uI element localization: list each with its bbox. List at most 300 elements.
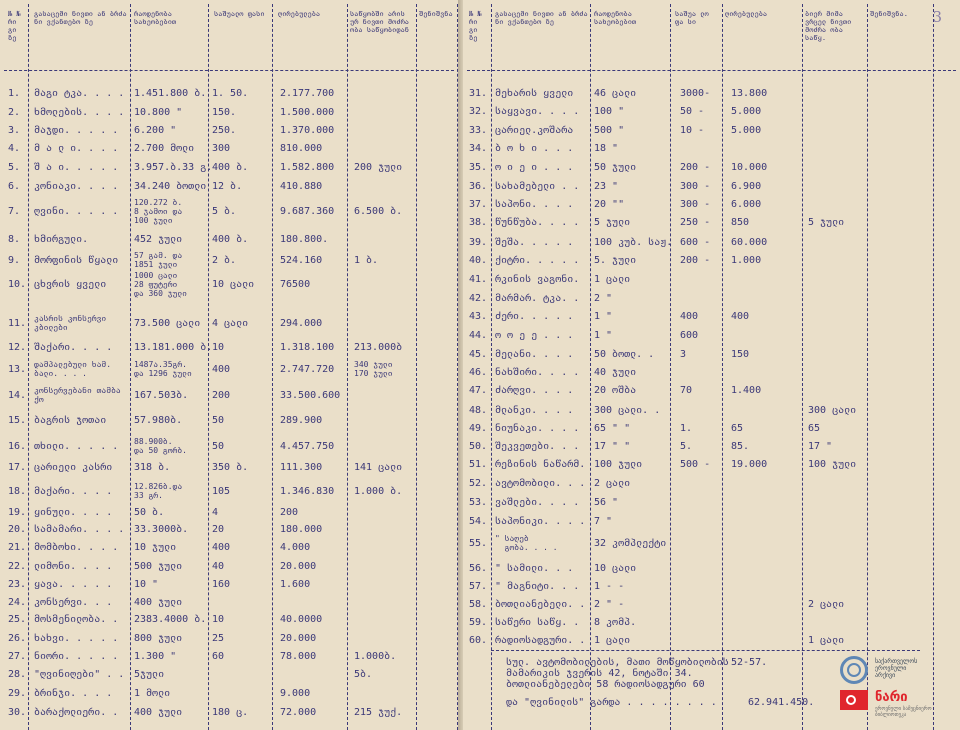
row-price: 500 - [680, 459, 711, 470]
row-qty: 20 ოშბა [594, 385, 637, 396]
row-qty: 10 ჯული [134, 542, 177, 553]
row-name: შეშა. . . . . [495, 237, 574, 248]
row-qty: 5. ჯული [594, 255, 637, 266]
row-price: 250. [212, 125, 237, 136]
row-price: 600 - [680, 237, 711, 248]
row-num: 50. [469, 441, 488, 452]
row-name: მარმარ. ტკა. . [495, 293, 580, 304]
row-price: 400 ბ. [212, 234, 249, 245]
row-name: ნიორი. . . . . [34, 651, 119, 662]
row-value: 40.0000 [280, 614, 323, 625]
row-num: 30. [8, 707, 27, 718]
row-value: 1.318.100 [280, 342, 335, 353]
column-rule [347, 4, 348, 730]
row-price: 10 ცალი [212, 279, 255, 290]
row-name: მლანკი. . . . [495, 405, 574, 416]
row-stock: 1.000ბ. [354, 651, 397, 662]
row-name: კასრის კონსერვი კბილები [34, 314, 107, 332]
column-header: გასაცემი ნივთი ან ბრძა ნი ვქანთებო ზე [495, 10, 588, 26]
row-value: 1.500.000 [280, 107, 335, 118]
row-num: 38. [469, 217, 488, 228]
row-qty: 7 " [594, 516, 613, 527]
row-name: რკინის ვაგონი. [495, 274, 580, 285]
row-price: 400 ბ. [212, 162, 249, 173]
row-qty: 100 კუბ. საჟ. [594, 237, 673, 248]
row-price: 300 [212, 143, 231, 154]
row-qty: 2 ცალი [594, 478, 631, 489]
row-price: 400 [680, 311, 699, 322]
row-num: 55. [469, 538, 488, 549]
row-qty: 800 ჯული [134, 633, 183, 644]
left-page [0, 0, 458, 730]
column-header: გასაცემი ნივთი ან ბრძა ნი ვქანთებო ზე [34, 10, 127, 26]
row-qty: 318 ბ. [134, 462, 171, 473]
row-num: 5. [8, 162, 21, 173]
row-name: ხმირგული. [34, 234, 89, 245]
row-qty: 1000 ცალი 28 ფუტერი და 360 ჯული [134, 271, 187, 298]
row-qty: 57 გამ. და 1851 ჯული [134, 251, 183, 269]
row-price: 180 ც. [212, 707, 249, 718]
row-num: 59. [469, 617, 488, 628]
row-qty: 34.240 ბოთლი [134, 181, 207, 192]
row-price: 10 [212, 614, 225, 625]
column-rule [802, 4, 803, 730]
row-qty: 56 " [594, 497, 619, 508]
row-num: 57. [469, 581, 488, 592]
row-price: 160 [212, 579, 231, 590]
archive-ring-inner-icon [847, 663, 861, 677]
row-qty: 500 ჯული [134, 561, 183, 572]
row-qty: 6.200 " [134, 125, 177, 136]
row-qty: 8 კომპ. [594, 617, 637, 628]
row-price: 105 [212, 486, 231, 497]
row-qty: 46 ცალი [594, 88, 637, 99]
column-rule [130, 4, 131, 730]
row-value: 85. [731, 441, 750, 452]
row-name: ვაშლები. . . . [495, 497, 580, 508]
row-name: " საღებ გობა. . . . [495, 534, 558, 552]
row-name: შაქარი. . . . [34, 342, 113, 353]
row-num: 49. [469, 423, 488, 434]
row-stock: 2 ცალი [808, 599, 845, 610]
row-num: 48. [469, 405, 488, 416]
column-header: შენიშვნა [419, 10, 453, 18]
row-stock: 215 ჯუქ. [354, 707, 403, 718]
row-price: 3000- [680, 88, 711, 99]
row-qty: 1 ცალი [594, 635, 631, 646]
row-price: 50 - [680, 106, 705, 117]
row-price: 5. [680, 441, 693, 452]
row-num: 28. [8, 669, 27, 680]
row-price: 1. 50. [212, 88, 249, 99]
row-name: ხმოლების. . . . [34, 107, 125, 118]
row-num: 46. [469, 367, 488, 378]
row-name: მორფინის წყალი [34, 255, 119, 266]
row-value: 4.000 [280, 542, 311, 553]
row-stock: 1.000 ბ. [354, 486, 403, 497]
row-name: მაგი ტკა. . . . [34, 88, 125, 99]
row-name: წუნწუბა. . . . [495, 217, 580, 228]
row-price: 300 - [680, 181, 711, 192]
row-value: 1.582.800 [280, 162, 335, 173]
column-rule [670, 4, 671, 730]
row-qty: 1 - - [594, 581, 625, 592]
row-name: რეზინის ნაწარმ. [495, 459, 586, 470]
library-label: ნარი [875, 690, 908, 705]
archive-label: საქართველოს ეროვნული არქივი [875, 658, 918, 679]
row-stock: 100 ჯული [808, 459, 857, 470]
row-value: 20.000 [280, 633, 317, 644]
row-value: 72.000 [280, 707, 317, 718]
row-num: 39. [469, 237, 488, 248]
row-value: 5.000 [731, 125, 762, 136]
row-stock: 5ბ. [354, 669, 373, 680]
row-stock: 340 ჯული 170 ჯული [354, 360, 393, 378]
row-qty: 1 ცალი [594, 274, 631, 285]
row-value: 1.000 [731, 255, 762, 266]
row-num: 44. [469, 330, 488, 341]
row-num: 52. [469, 478, 488, 489]
row-name: საყვავი. . . . [495, 106, 580, 117]
row-name: ბოთლიანებელი. . [495, 599, 586, 610]
row-num: 56. [469, 563, 488, 574]
row-price: 1. [680, 423, 693, 434]
row-num: 22. [8, 561, 27, 572]
page-number-mark: 3 [932, 8, 942, 26]
header-rule [467, 70, 956, 71]
column-rule [208, 4, 209, 730]
row-stock: 65 [808, 423, 821, 434]
row-stock: 300 ცალი [808, 405, 857, 416]
row-num: 19. [8, 507, 27, 518]
row-stock: 17 " [808, 441, 833, 452]
row-qty: 2.700 მოლი [134, 143, 195, 154]
row-name: " მაგნიტი. . . [495, 581, 580, 592]
column-header: რაოდენობა სახეობებით [594, 10, 637, 26]
row-num: 1. [8, 88, 21, 99]
row-name: კონიაკი. . . . [34, 181, 119, 192]
row-name: მაქარი. . . . [34, 486, 113, 497]
row-qty: 40 ჯული [594, 367, 637, 378]
row-value: 810.000 [280, 143, 323, 154]
row-price: 20 [212, 524, 225, 535]
row-name: მ ა ლ ი. . . . [34, 143, 119, 154]
row-num: 10. [8, 279, 27, 290]
row-num: 42. [469, 293, 488, 304]
row-name: შეკვეთები. . . [495, 441, 580, 452]
row-qty: 500 " [594, 125, 625, 136]
column-header: № № რი გი ზე [469, 10, 482, 42]
row-value: 10.000 [731, 162, 768, 173]
row-price: 10 - [680, 125, 705, 136]
row-price: 4 [212, 507, 219, 518]
row-qty: 1 " [594, 311, 613, 322]
row-value: 850 [731, 217, 750, 228]
row-qty: 50 ჯული [594, 162, 637, 173]
footer-text: მამარიკის ჯვერის 42, ნოტაში 34. [506, 668, 693, 679]
row-qty: 100 ჯული [594, 459, 643, 470]
row-num: 40. [469, 255, 488, 266]
row-name: ცარიელ.კოშარა [495, 125, 574, 136]
library-logo-inner-icon [846, 695, 856, 705]
row-qty: 10 ცალი [594, 563, 637, 574]
column-header: ღირებულება [725, 10, 768, 18]
row-stock: 5 ჯული [808, 217, 845, 228]
row-value: 1.346.830 [280, 486, 335, 497]
row-price: 12 ბ. [212, 181, 243, 192]
row-qty: 452 ჯული [134, 234, 183, 245]
row-num: 11. [8, 318, 27, 329]
row-price: 2 ბ. [212, 255, 237, 266]
right-page [463, 0, 960, 730]
row-num: 20. [8, 524, 27, 535]
column-rule [722, 4, 723, 730]
column-rule [933, 4, 934, 730]
row-stock: 200 ჯული [354, 162, 403, 173]
row-value: 111.300 [280, 462, 323, 473]
row-qty: 33.3000ბ. [134, 524, 189, 535]
row-value: 65 [731, 423, 744, 434]
row-value: 524.160 [280, 255, 323, 266]
row-num: 16. [8, 441, 27, 452]
row-name: მომბოხი. . . . [34, 542, 119, 553]
row-qty: 5ჯული [134, 669, 165, 680]
row-price: 50 [212, 441, 225, 452]
row-stock: 1 ცალი [808, 635, 845, 646]
row-name: ბარაქოლიერი. . [34, 707, 119, 718]
row-name: საპონიკი. . . . [495, 516, 586, 527]
row-value: 5.000 [731, 106, 762, 117]
row-stock: 1 ბ. [354, 255, 379, 266]
row-price: 200 - [680, 255, 711, 266]
row-name: ძარღვი. . . . [495, 385, 574, 396]
row-value: 9.000 [280, 688, 311, 699]
column-header: № № რი გი ზე [8, 10, 21, 42]
row-num: 37. [469, 199, 488, 210]
row-name: რადიოსადგური. . [495, 635, 586, 646]
row-num: 54. [469, 516, 488, 527]
row-value: 1.400 [731, 385, 762, 396]
row-qty: 50 ბოთლ. . [594, 349, 655, 360]
column-header: საშუა ლო ფა სი [675, 10, 709, 26]
row-qty: 73.500 ცალი [134, 318, 201, 329]
row-qty: 300 ცალი. . [594, 405, 661, 416]
row-value: 1.370.000 [280, 125, 335, 136]
column-header: შენიშვნა. [870, 10, 908, 18]
row-name: ბ ო ხ ი . . . [495, 143, 574, 154]
row-price: 300 - [680, 199, 711, 210]
row-price: 200 - [680, 162, 711, 173]
row-num: 32. [469, 106, 488, 117]
row-value: 4.457.750 [280, 441, 335, 452]
row-stock: 213.000ბ [354, 342, 403, 353]
row-value: 20.000 [280, 561, 317, 572]
row-qty: 1487ა.35გრ. და 1296 ჯული [134, 360, 192, 378]
row-stock: 141 ცალი [354, 462, 403, 473]
row-num: 41. [469, 274, 488, 285]
row-qty: 20 "" [594, 199, 625, 210]
row-num: 23. [8, 579, 27, 590]
row-num: 58. [469, 599, 488, 610]
column-rule [491, 4, 492, 730]
row-name: ძერი. . . . . [495, 311, 574, 322]
row-qty: 2 " - [594, 599, 625, 610]
row-name: მეხარის ყველი [495, 88, 574, 99]
row-price: 70 [680, 385, 693, 396]
row-name: ქიტრი. . . . . [495, 255, 580, 266]
row-value: 400 [731, 311, 750, 322]
row-name: "ღვინიღები" . . [34, 669, 125, 680]
row-num: 9. [8, 255, 21, 266]
row-price: 600 [680, 330, 699, 341]
row-num: 12. [8, 342, 27, 353]
row-value: 410.880 [280, 181, 323, 192]
row-num: 60. [469, 635, 488, 646]
row-value: 13.800 [731, 88, 768, 99]
row-num: 24. [8, 597, 27, 608]
row-price: 150. [212, 107, 237, 118]
row-name: ო ო ე ე . . . [495, 330, 574, 341]
row-num: 7. [8, 206, 21, 217]
row-value: 289.900 [280, 415, 323, 426]
row-num: 18. [8, 486, 27, 497]
row-value: 180.800. [280, 234, 329, 245]
row-name: სახამებელი . . [495, 181, 580, 192]
row-qty: 88.900ბ. და 50 გორბ. [134, 437, 187, 455]
row-value: 19.000 [731, 459, 768, 470]
row-name: თხილი. . . . . [34, 441, 119, 452]
row-price: 4 ცალი [212, 318, 249, 329]
row-price: 250 - [680, 217, 711, 228]
column-header: საწყობში არის ურ ნივთი მოძრა ობა საწყობიდან [350, 10, 410, 34]
row-value: 6.900 [731, 181, 762, 192]
row-num: 29. [8, 688, 27, 699]
row-num: 51. [469, 459, 488, 470]
column-rule [416, 4, 417, 730]
row-name: სამამარი. . . . [34, 524, 125, 535]
row-num: 27. [8, 651, 27, 662]
row-qty: 3.957.ბ.33 გ. [134, 162, 213, 173]
row-price: 10 [212, 342, 225, 353]
row-qty: 400 ჯული [134, 597, 183, 608]
row-qty: 10 " [134, 579, 159, 590]
row-name: მოსმენილობა. . [34, 614, 119, 625]
row-value: 9.687.360 [280, 206, 335, 217]
library-sublabel: ეროვნული სამეცნიერო ბიბლიოთეკა [875, 706, 932, 718]
row-price: 400 [212, 364, 231, 375]
row-qty: 120.272 ბ. 8 ჯამოი და 100 ჯული [134, 198, 183, 225]
row-num: 25. [8, 614, 27, 625]
footer-text: და "ღვინილის" გარდა . . . . . . . . [506, 697, 717, 708]
footer-text: ბოთლიანებელები 58 რადიოსადგური 60 [506, 679, 705, 690]
column-header: ბიერ მიმა ვრცელ ნივთი მოძრა ობა საწყ. [805, 10, 852, 42]
row-value: 150 [731, 349, 750, 360]
row-price: 350 ბ. [212, 462, 249, 473]
row-value: 78.000 [280, 651, 317, 662]
row-qty: 32 კომპლექტი [594, 538, 667, 549]
row-num: 2. [8, 107, 21, 118]
row-num: 8. [8, 234, 21, 245]
row-qty: 2383.4000 ბ. [134, 614, 207, 625]
column-header: რაოდენობა სახეობებით [134, 10, 177, 26]
row-value: 2.747.720 [280, 364, 335, 375]
row-price: 200 [212, 390, 231, 401]
row-num: 53. [469, 497, 488, 508]
row-price: 50 [212, 415, 225, 426]
row-price: 400 [212, 542, 231, 553]
row-price: 40 [212, 561, 225, 572]
row-name: საპონი. . . . [495, 199, 574, 210]
row-name: ყავა. . . . . [34, 579, 113, 590]
row-price: 60 [212, 651, 225, 662]
row-num: 45. [469, 349, 488, 360]
row-name: კონსერვებანი თამბა ქო [34, 386, 121, 404]
row-qty: 10.800 " [134, 107, 183, 118]
row-num: 21. [8, 542, 27, 553]
row-qty: 400 ჯული [134, 707, 183, 718]
row-qty: 18 " [594, 143, 619, 154]
column-rule [867, 4, 868, 730]
row-qty: 65 " " [594, 423, 631, 434]
row-name: ბაგრის ჯოთაი [34, 415, 107, 426]
row-qty: 1.451.800 ბ. [134, 88, 207, 99]
row-num: 6. [8, 181, 21, 192]
row-qty: 5 ჯული [594, 217, 631, 228]
row-value: 6.000 [731, 199, 762, 210]
row-value: 2.177.700 [280, 88, 335, 99]
row-value: 60.000 [731, 237, 768, 248]
footer-reference: 52-57. [731, 657, 768, 668]
row-price: 25 [212, 633, 225, 644]
row-qty: 17 " " [594, 441, 631, 452]
row-value: 76500 [280, 279, 311, 290]
row-name: მაჯდი. . . . . [34, 125, 119, 136]
row-price: 3 [680, 349, 687, 360]
row-name: მელანი. . . . [495, 349, 574, 360]
row-name: ბრინჯი. . . . [34, 688, 113, 699]
row-value: 33.500.600 [280, 390, 341, 401]
row-name: ცარიელი კასრი [34, 462, 113, 473]
row-qty: 23 " [594, 181, 619, 192]
row-num: 17. [8, 462, 27, 473]
row-num: 15. [8, 415, 27, 426]
row-qty: 50 ბ. [134, 507, 165, 518]
row-num: 31. [469, 88, 488, 99]
row-name: ავტომობილი. . . [495, 478, 586, 489]
row-value: 200 [280, 507, 299, 518]
row-num: 14. [8, 390, 27, 401]
row-name: ღვინი. . . . . [34, 206, 119, 217]
row-name: საწერი საწყ. . [495, 617, 580, 628]
footer-text: სულ. ავტომობილების, მათი მოწყობილობის [506, 657, 729, 668]
row-num: 3. [8, 125, 21, 136]
row-qty: 1 მოლი [134, 688, 171, 699]
row-price: 5 ბ. [212, 206, 237, 217]
row-num: 33. [469, 125, 488, 136]
row-num: 43. [469, 311, 488, 322]
row-qty: 1 " [594, 330, 613, 341]
row-num: 47. [469, 385, 488, 396]
row-name: ნახშირი. . . . [495, 367, 580, 378]
row-qty: 1.300 " [134, 651, 177, 662]
row-name: ხახვი. . . . . [34, 633, 119, 644]
row-value: 180.000 [280, 524, 323, 535]
column-rule [28, 4, 29, 730]
row-name: " სამილი. . . [495, 563, 574, 574]
row-name: ნიუნაკი. . . . [495, 423, 580, 434]
row-num: 4. [8, 143, 21, 154]
row-num: 13. [8, 364, 27, 375]
